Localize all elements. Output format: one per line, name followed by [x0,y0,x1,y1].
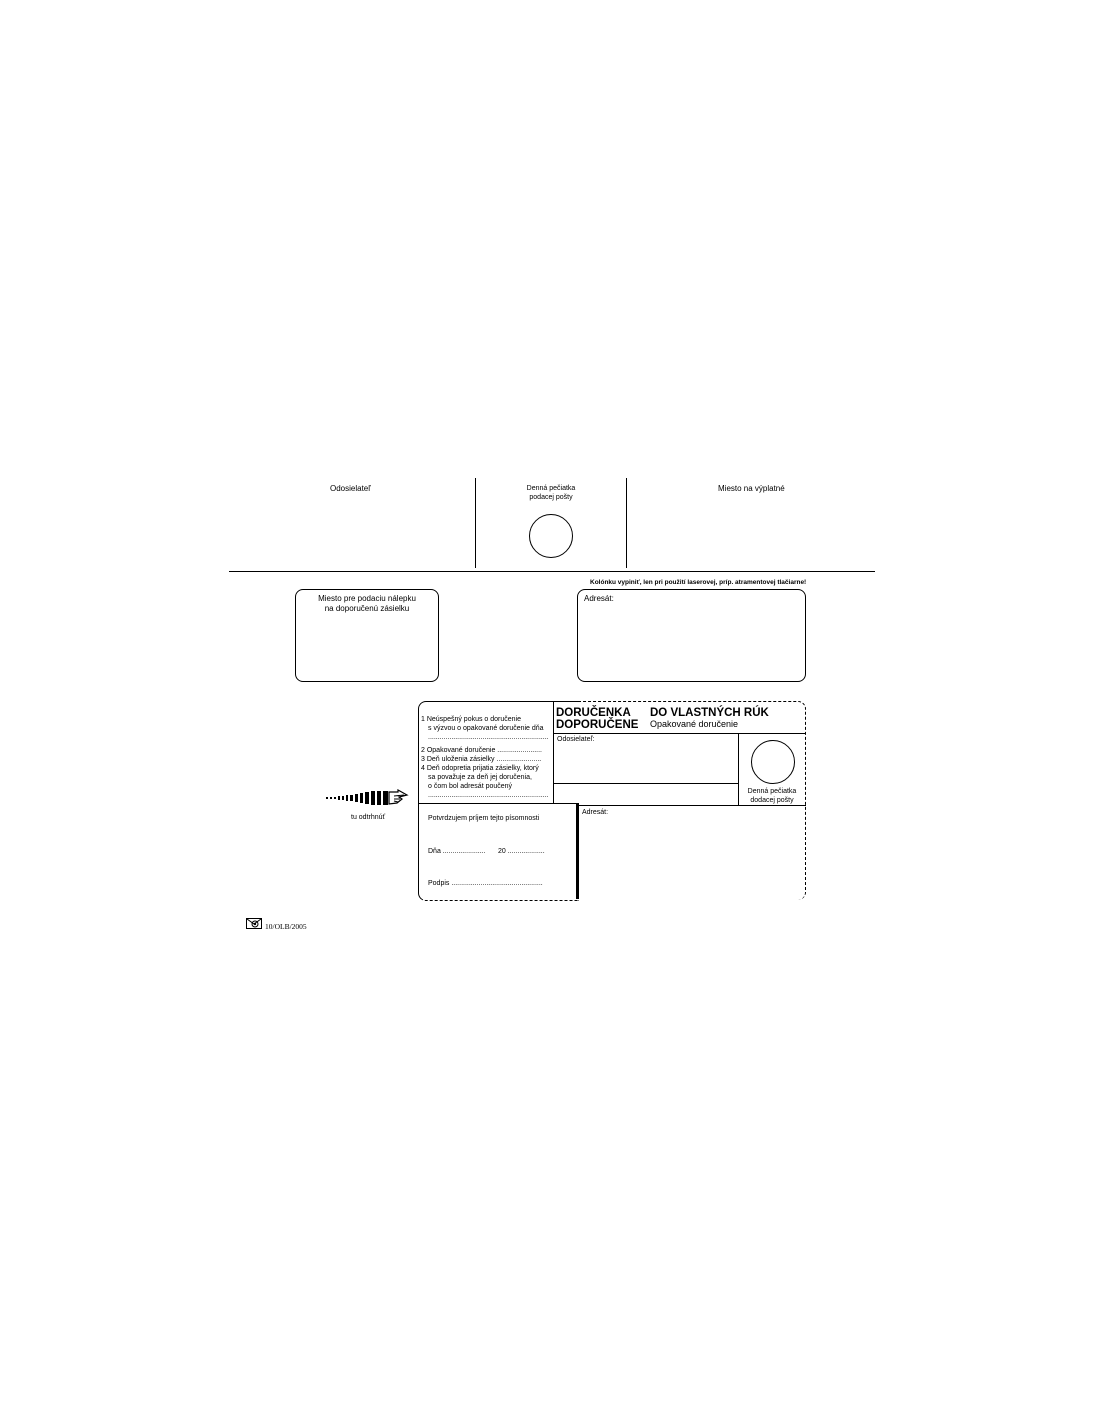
address-fill-note: Kolónku vypiniť, len pri použití laserovej, príp. atramentovej tlačiarne! [590,579,807,586]
slip-stamp-label [740,787,804,805]
item1-line2: s výzvou o opakované doručenie dňa [428,725,544,732]
top-separator-line [229,571,875,572]
divider-left [475,478,476,568]
signature-field: Podpis ............................................... [428,880,543,887]
tear-off-label: tu odtrhnúť [351,814,386,821]
post-horn-logo-icon [246,918,262,929]
item4-dots: .............................................................. [428,792,549,799]
slip-stamp-line2: dodacej pošty [750,797,794,804]
stamp-circle-slip [751,740,795,784]
title-vlastnych-ruk: DO VLASTNÝCH RÚK [650,707,769,719]
item4-line1: 4 Deň odopretia prijatia zásielky, ktorý [421,765,539,772]
form-code: 10/OLB/2005 [265,922,307,931]
slip-mid-hline [578,805,806,806]
sticker-box-line2: na doporučenú zásielku [324,604,410,613]
sticker-box-line1: Miesto pre podaciu nálepku [318,594,416,603]
slip-sender-hline [553,783,738,784]
slip-left-hline [418,803,578,804]
item1-dots: .............................................................. [428,734,549,741]
pointing-hand-icon [326,789,410,807]
item2: 2 Opakované doručenie ....................... [421,747,543,754]
sticker-box [295,589,439,682]
slip-title-left [556,707,638,731]
item4-line2: sa považuje za deň jej doručenia, [428,774,532,781]
date-field: Dňa ...................... [428,848,486,855]
slip-col-divider [553,701,554,803]
sender-label: Odosielateľ [330,484,371,493]
slip-sender-label: Odosielateľ: [557,736,595,743]
item1-line1: 1 Neúspešný pokus o doručenie [421,716,522,723]
divider-right [626,478,627,568]
slip-stamp-divider [738,733,739,805]
item4-line3: o čom bol adresát poučený [428,783,513,790]
title-doporucene: DOPORUČENE [556,719,639,731]
confirm-label: Potvrdzujem príjem tejto písomnosti [428,815,540,822]
slip-title-right [650,707,769,730]
slip-title-hline [553,733,805,734]
slip-items [421,715,552,800]
title-dorucenka: DORUČENKA [556,707,631,719]
stamp-label-top [500,484,602,502]
stamp-label-line2: podacej pošty [529,494,573,501]
slip-addressee-label: Adresát: [582,809,609,816]
stamp-circle-top [529,514,573,558]
address-label: Adresát: [584,594,614,603]
year-field: 20 ................... [498,848,545,855]
postage-label: Miesto na výplatné [718,484,785,493]
stamp-label-line1: Denná pečiatka [526,485,576,492]
address-box [577,589,806,682]
slip-stamp-line1: Denná pečiatka [747,788,797,795]
item3: 3 Deň uloženia zásielky ....................... [421,756,542,763]
title-opakovane: Opakované doručenie [650,719,739,729]
slip-thick-bar [576,803,579,899]
